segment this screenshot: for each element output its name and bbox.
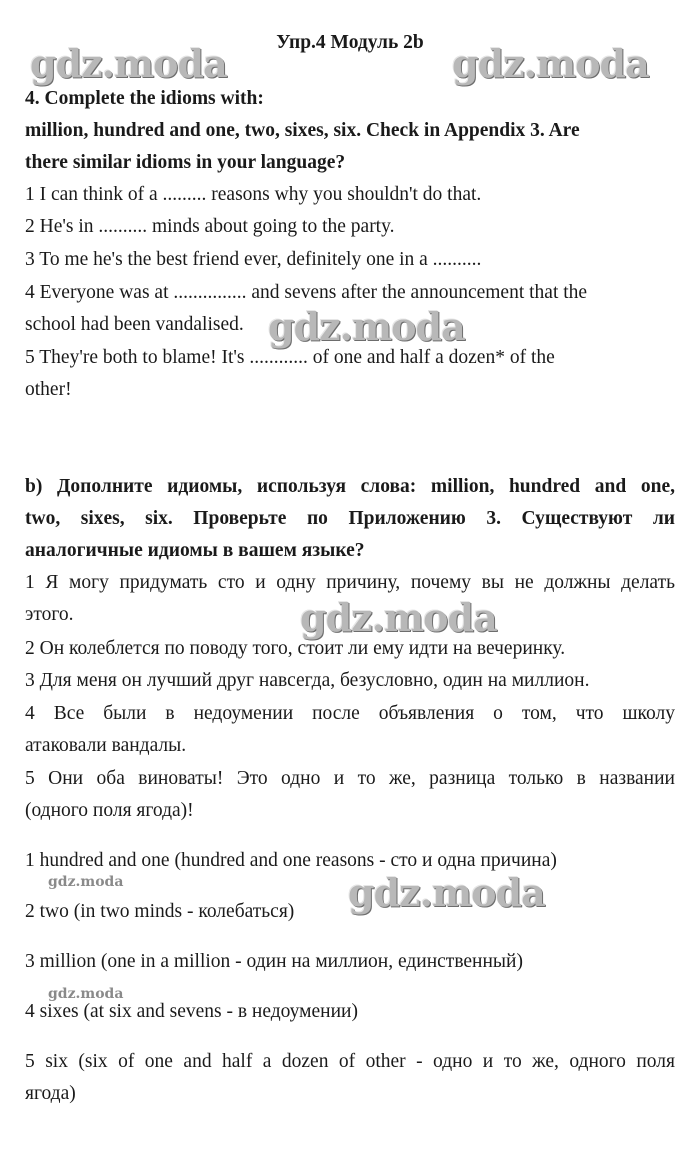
translation-item-3: 3 Для меня он лучший друг навсегда, безусловно, один на миллион. <box>25 670 590 691</box>
watermark-top-left: gdz.moda <box>30 41 227 86</box>
translation-item-1-line-2: этого. <box>25 604 74 625</box>
translation-heading-line-1: b) Дополните идиомы, используя слова: million, hundred and one, <box>25 476 675 497</box>
translation-heading-line-3: аналогичные идиомы в вашем языке? <box>25 540 365 561</box>
watermark-top-right: gdz.moda <box>452 41 649 86</box>
translation-item-4-line-1: 4 Все были в недоумении после объявления о том, что школу <box>25 703 675 724</box>
translation-heading-line-2: two, sixes, six. Проверьте по Приложению 3. Существуют ли <box>25 508 675 529</box>
exercise-item-5-line-1: 5 They're both to blame! It's ............ of one and half a dozen* of the <box>25 347 555 368</box>
exercise-instructions-line-1: million, hundred and one, two, sixes, six. Check in Appendix 3. Are <box>25 120 580 141</box>
exercise-item-1: 1 I can think of a ......... reasons why you shouldn't do that. <box>25 184 482 205</box>
answer-4: 4 sixes (at six and sevens - в недоумении) <box>25 1001 358 1022</box>
answer-5-line-2: ягода) <box>25 1083 76 1104</box>
watermark-middle: gdz.moda <box>268 304 465 349</box>
exercise-item-4-line-1: 4 Everyone was at ............... and sevens after the announcement that the <box>25 282 588 303</box>
translation-item-5-line-1: 5 Они оба виноваты! Это одно и то же, разница только в названии <box>25 768 675 789</box>
page-title: Упр.4 Модуль 2b <box>276 32 424 53</box>
exercise-item-4-line-2: school had been vandalised. <box>25 314 244 335</box>
answer-5-line-1: 5 six (six of one and half a dozen of other - одно и то же, одного поля <box>25 1051 675 1072</box>
translation-item-4-line-2: атаковали вандалы. <box>25 735 187 756</box>
answer-1: 1 hundred and one (hundred and one reasons - сто и одна причина) <box>25 850 557 871</box>
exercise-item-5-line-2: other! <box>25 379 72 400</box>
watermark-small-1: gdz.moda <box>48 874 124 890</box>
exercise-heading: 4. Complete the idioms with: <box>25 88 264 109</box>
watermark-small-2: gdz.moda <box>48 986 124 1002</box>
translation-item-5-line-2: (одного поля ягода)! <box>25 800 194 821</box>
exercise-item-2: 2 He's in .......... minds about going to the party. <box>25 216 395 237</box>
translation-item-2: 2 Он колеблется по поводу того, стоит ли ему идти на вечеринку. <box>25 638 566 659</box>
watermark-answers: gdz.moda <box>348 870 545 915</box>
answer-3: 3 million (one in a million - один на миллион, единственный) <box>25 951 523 972</box>
translation-item-1-line-1: 1 Я могу придумать сто и одну причину, почему вы не должны делать <box>25 572 675 593</box>
watermark-center: gdz.moda <box>300 595 497 640</box>
answer-2: 2 two (in two minds - колебаться) <box>25 901 295 922</box>
exercise-item-3: 3 To me he's the best friend ever, definitely one in a .......... <box>25 249 482 270</box>
exercise-instructions-line-2: there similar idioms in your language? <box>25 152 346 173</box>
